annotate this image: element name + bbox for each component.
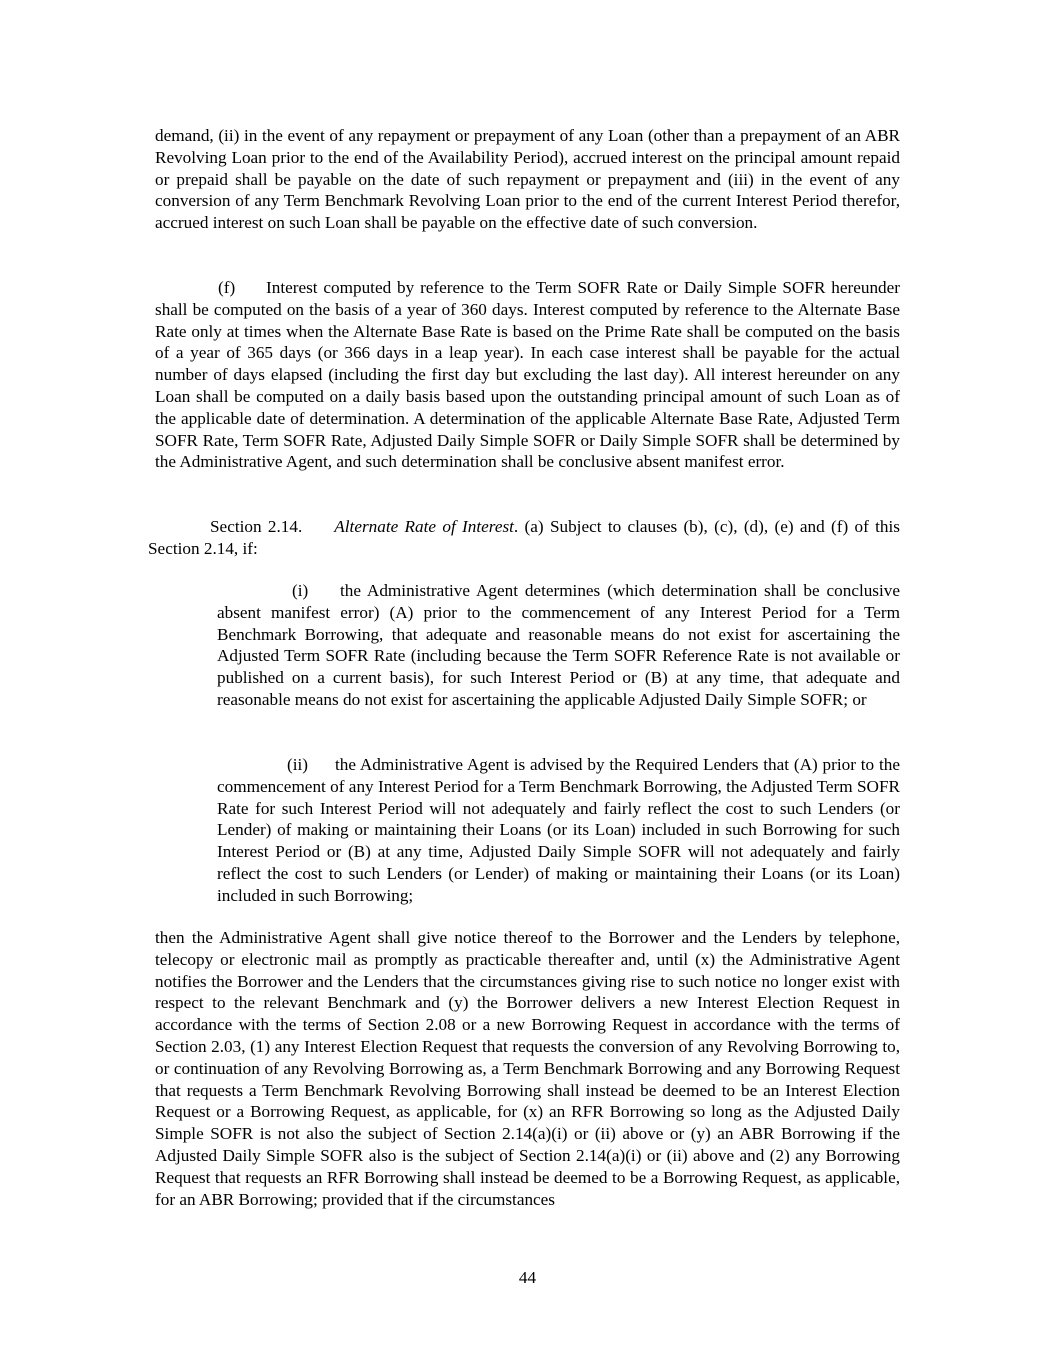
- paragraph-f-text: Interest computed by reference to the Term SOFR Rate or Daily Simple SOFR hereunder shall be computed on the basis of a year of 360 days. Interest computed by reference to the Alternate Base Rate only at times when the Alternate Base Rate is based on the Prime Rate shall be computed on the basis of a year of 365 days (or 366 days in a leap year). In each case interest shall be payable for the actual number of days elapsed (including the first day but excluding the last day). All interest hereunder on any Loan shall be computed on a daily basis based upon the outstanding principal amount of such Loan as of the applicable date of determination. A determination of the applicable Alternate Base Rate, Adjusted Term SOFR Rate, Term SOFR Rate, Adjusted Daily Simple SOFR or Daily Simple SOFR shall be determined by the Administrative Agent, and such determination shall be conclusive absent manifest error.: [155, 278, 900, 472]
- paragraph-f-label: (f): [218, 278, 236, 297]
- page-number: 44: [518, 1268, 537, 1287]
- section-intro: . (a) Subject to clauses (b), (c), (d), (e) and (f) of this Section 2.14, if:: [148, 517, 900, 558]
- section-title: Alternate Rate of Interest: [334, 517, 514, 536]
- paragraph-then: then the Administrative Agent shall give notice thereof to the Borrower and the Lenders by telephone, telecopy or electronic mail as promptly as practicable thereafter and, until (x) the Administrative Agent notifies the Borrower and the Lenders that the circumstances giving rise to such notice no longer exist with respect to the relevant Benchmark and (y) the Borrower delivers a new Interest Election Request in accordance with the terms of Section 2.08 or a new Borrowing Request in accordance with the terms of Section 2.03, (1) any Interest Election Request that requests the conversion of any Revolving Borrowing to, or continuation of any Revolving Borrowing as, a Term Benchmark Borrowing and any Borrowing Request that requests a Term Benchmark Revolving Borrowing shall instead be deemed to be an Interest Election Request or a Borrowing Request, as applicable, for (x) an RFR Borrowing so long as the Adjusted Daily Simple SOFR is not also the subject of Section 2.14(a)(i) or (ii) above or (y) an ABR Borrowing if the Adjusted Daily Simple SOFR also is the subject of Section 2.14(a)(i) or (ii) above and (2) any Borrowing Request that requests an RFR Borrowing shall instead be deemed to be a Borrowing Request, as applicable, for an ABR Borrowing; provided that if the circumstances: [155, 928, 900, 1209]
- clause-ii-label: (ii): [287, 755, 308, 774]
- section-number: Section 2.14.: [210, 517, 303, 536]
- clause-ii-text: the Administrative Agent is advised by the Required Lenders that (A) prior to the commencement of any Interest Period for a Term Benchmark Borrowing, the Adjusted Term SOFR Rate for such Interest Period will not adequately and fairly reflect the cost to such Lenders (or Lender) of making or maintaining their Loans (or its Loan) included in such Borrowing for such Interest Period or (B) at any time, Adjusted Daily Simple SOFR will not adequately and fairly reflect the cost to such Lenders (or Lender) of making or maintaining their Loans (or its Loan) included in such Borrowing;: [217, 755, 900, 905]
- clause-ii: [217, 754, 900, 907]
- clause-i-label: (i): [292, 581, 309, 600]
- paragraph-continuation: demand, (ii) in the event of any repayment or prepayment of any Loan (other than a prepayment of an ABR Revolving Loan prior to the end of the Availability Period), accrued interest on the principal amount repaid or prepaid shall be payable on the date of such repayment or prepayment and (iii) in the event of any conversion of any Term Benchmark Revolving Loan prior to the end of the current Interest Period therefor, accrued interest on such Loan shall be payable on the effective date of such conversion.: [155, 126, 900, 233]
- clause-i-text: the Administrative Agent determines (which determination shall be conclusive absent manifest error) (A) prior to the commencement of any Interest Period for a Term Benchmark Borrowing, that adequate and reasonable means do not exist for ascertaining the Adjusted Term SOFR Rate (including because the Term SOFR Reference Rate is not available or published on a current basis), for such Interest Period or (B) at any time, that adequate and reasonable means do not exist for ascertaining the applicable Adjusted Daily Simple SOFR; or: [217, 581, 900, 709]
- section-2-14-heading: [148, 516, 900, 560]
- paragraph-f: [155, 277, 900, 473]
- clause-i: [217, 580, 900, 711]
